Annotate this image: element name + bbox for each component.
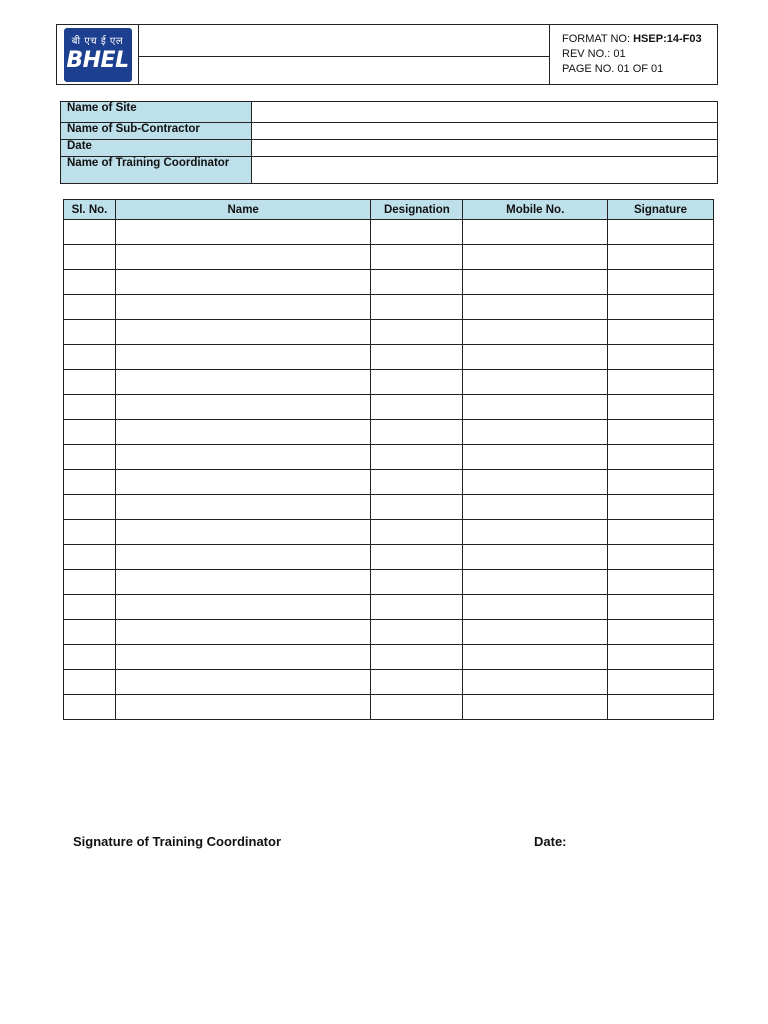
name-cell[interactable] bbox=[115, 620, 370, 645]
info-table bbox=[60, 101, 718, 184]
sl-no-cell[interactable] bbox=[64, 395, 116, 420]
signature-cell[interactable] bbox=[608, 270, 714, 295]
attendance-row bbox=[64, 420, 714, 445]
sl-no-cell[interactable] bbox=[64, 420, 116, 445]
sl-no-cell[interactable] bbox=[64, 570, 116, 595]
mobile-cell[interactable] bbox=[463, 245, 608, 270]
signature-cell[interactable] bbox=[608, 320, 714, 345]
attendance-row bbox=[64, 270, 714, 295]
info-label-site: Name of Site bbox=[61, 102, 252, 123]
mobile-cell[interactable] bbox=[463, 520, 608, 545]
attendance-row bbox=[64, 695, 714, 720]
name-cell[interactable] bbox=[115, 220, 370, 245]
signature-cell[interactable] bbox=[608, 595, 714, 620]
sl-no-cell[interactable] bbox=[64, 520, 116, 545]
attendance-row bbox=[64, 395, 714, 420]
name-cell[interactable] bbox=[115, 320, 370, 345]
name-cell[interactable] bbox=[115, 370, 370, 395]
mobile-cell[interactable] bbox=[463, 370, 608, 395]
sl-no-cell[interactable] bbox=[64, 320, 116, 345]
col-header-sl-no: Sl. No. bbox=[64, 200, 116, 220]
col-header-designation: Designation bbox=[371, 200, 463, 220]
designation-cell[interactable] bbox=[371, 395, 463, 420]
signature-cell[interactable] bbox=[608, 495, 714, 520]
name-cell[interactable] bbox=[115, 570, 370, 595]
page-no: PAGE NO. 01 OF 01 bbox=[562, 63, 664, 75]
info-row bbox=[61, 102, 718, 123]
name-cell[interactable] bbox=[115, 520, 370, 545]
name-cell[interactable] bbox=[115, 645, 370, 670]
info-label-coordinator: Name of Training Coordinator bbox=[61, 157, 252, 184]
rev-no: REV NO.: 01 bbox=[562, 48, 626, 60]
designation-cell[interactable] bbox=[371, 320, 463, 345]
designation-cell[interactable] bbox=[371, 245, 463, 270]
info-row bbox=[61, 157, 718, 184]
info-row bbox=[61, 140, 718, 157]
format-no bbox=[562, 32, 717, 47]
mobile-cell[interactable] bbox=[463, 345, 608, 370]
designation-cell[interactable] bbox=[371, 420, 463, 445]
designation-cell[interactable] bbox=[371, 370, 463, 395]
sl-no-cell[interactable] bbox=[64, 620, 116, 645]
info-label-subcontractor: Name of Sub-Contractor bbox=[61, 123, 252, 140]
mobile-cell[interactable] bbox=[463, 320, 608, 345]
signature-cell[interactable] bbox=[608, 245, 714, 270]
col-header-name: Name bbox=[115, 200, 370, 220]
mobile-cell[interactable] bbox=[463, 570, 608, 595]
mobile-cell[interactable] bbox=[463, 445, 608, 470]
signature-cell[interactable] bbox=[608, 620, 714, 645]
attendance-row bbox=[64, 645, 714, 670]
bhel-logo bbox=[64, 28, 132, 82]
designation-cell[interactable] bbox=[371, 695, 463, 720]
name-cell[interactable] bbox=[115, 445, 370, 470]
attendance-row bbox=[64, 445, 714, 470]
sl-no-cell[interactable] bbox=[64, 695, 116, 720]
info-label-date: Date bbox=[61, 140, 252, 157]
site-name-field[interactable] bbox=[252, 102, 718, 123]
name-cell[interactable] bbox=[115, 395, 370, 420]
signature-cell[interactable] bbox=[608, 545, 714, 570]
attendance-row bbox=[64, 545, 714, 570]
mobile-cell[interactable] bbox=[463, 395, 608, 420]
header-title-line-2 bbox=[139, 57, 550, 85]
attendance-row bbox=[64, 370, 714, 395]
attendance-header-row bbox=[64, 200, 714, 220]
sl-no-cell[interactable] bbox=[64, 245, 116, 270]
name-cell[interactable] bbox=[115, 545, 370, 570]
form-header bbox=[56, 24, 718, 85]
sl-no-cell[interactable] bbox=[64, 445, 116, 470]
attendance-body bbox=[64, 220, 714, 720]
attendance-row bbox=[64, 495, 714, 520]
signature-cell[interactable] bbox=[608, 395, 714, 420]
attendance-row bbox=[64, 670, 714, 695]
signature-cell[interactable] bbox=[608, 670, 714, 695]
mobile-cell[interactable] bbox=[463, 470, 608, 495]
mobile-cell[interactable] bbox=[463, 620, 608, 645]
coordinator-signature-label: Signature of Training Coordinator bbox=[73, 834, 281, 849]
mobile-cell[interactable] bbox=[463, 270, 608, 295]
designation-cell[interactable] bbox=[371, 495, 463, 520]
logo-hindi-text: बी एच ई एल bbox=[71, 35, 124, 47]
signature-cell[interactable] bbox=[608, 345, 714, 370]
sl-no-cell[interactable] bbox=[64, 470, 116, 495]
name-cell[interactable] bbox=[115, 345, 370, 370]
attendance-row bbox=[64, 295, 714, 320]
designation-cell[interactable] bbox=[371, 445, 463, 470]
designation-cell[interactable] bbox=[371, 670, 463, 695]
mobile-cell[interactable] bbox=[463, 645, 608, 670]
attendance-row bbox=[64, 245, 714, 270]
format-info bbox=[550, 25, 718, 85]
footer-date-label: Date: bbox=[534, 834, 567, 849]
name-cell[interactable] bbox=[115, 670, 370, 695]
signature-cell[interactable] bbox=[608, 570, 714, 595]
mobile-cell[interactable] bbox=[463, 595, 608, 620]
attendance-row bbox=[64, 220, 714, 245]
name-cell[interactable] bbox=[115, 695, 370, 720]
sl-no-cell[interactable] bbox=[64, 670, 116, 695]
attendance-row bbox=[64, 470, 714, 495]
mobile-cell[interactable] bbox=[463, 670, 608, 695]
signature-cell[interactable] bbox=[608, 295, 714, 320]
designation-cell[interactable] bbox=[371, 345, 463, 370]
designation-cell[interactable] bbox=[371, 570, 463, 595]
name-cell[interactable] bbox=[115, 595, 370, 620]
col-header-mobile: Mobile No. bbox=[463, 200, 608, 220]
mobile-cell[interactable] bbox=[463, 420, 608, 445]
sl-no-cell[interactable] bbox=[64, 345, 116, 370]
designation-cell[interactable] bbox=[371, 270, 463, 295]
sl-no-cell[interactable] bbox=[64, 220, 116, 245]
sl-no-cell[interactable] bbox=[64, 270, 116, 295]
format-no-value: HSEP:14-F03 bbox=[633, 33, 702, 45]
signature-cell[interactable] bbox=[608, 695, 714, 720]
name-cell[interactable] bbox=[115, 295, 370, 320]
coordinator-field[interactable] bbox=[252, 157, 718, 184]
designation-cell[interactable] bbox=[371, 595, 463, 620]
sl-no-cell[interactable] bbox=[64, 295, 116, 320]
sl-no-cell[interactable] bbox=[64, 645, 116, 670]
subcontractor-field[interactable] bbox=[252, 123, 718, 140]
sl-no-cell[interactable] bbox=[64, 495, 116, 520]
designation-cell[interactable] bbox=[371, 645, 463, 670]
logo-cell bbox=[57, 25, 139, 85]
attendance-row bbox=[64, 570, 714, 595]
sl-no-cell[interactable] bbox=[64, 545, 116, 570]
name-cell[interactable] bbox=[115, 270, 370, 295]
attendance-row bbox=[64, 595, 714, 620]
attendance-row bbox=[64, 520, 714, 545]
name-cell[interactable] bbox=[115, 420, 370, 445]
mobile-cell[interactable] bbox=[463, 220, 608, 245]
attendance-table bbox=[63, 199, 714, 720]
signature-cell[interactable] bbox=[608, 420, 714, 445]
mobile-cell[interactable] bbox=[463, 495, 608, 520]
designation-cell[interactable] bbox=[371, 220, 463, 245]
designation-cell[interactable] bbox=[371, 620, 463, 645]
signature-cell[interactable] bbox=[608, 220, 714, 245]
name-cell[interactable] bbox=[115, 470, 370, 495]
name-cell[interactable] bbox=[115, 495, 370, 520]
sl-no-cell[interactable] bbox=[64, 595, 116, 620]
designation-cell[interactable] bbox=[371, 295, 463, 320]
signature-cell[interactable] bbox=[608, 370, 714, 395]
format-no-label: FORMAT NO: bbox=[562, 33, 631, 45]
info-row bbox=[61, 123, 718, 140]
designation-cell[interactable] bbox=[371, 520, 463, 545]
signature-cell[interactable] bbox=[608, 520, 714, 545]
signature-cell[interactable] bbox=[608, 470, 714, 495]
designation-cell[interactable] bbox=[371, 545, 463, 570]
sl-no-cell[interactable] bbox=[64, 370, 116, 395]
mobile-cell[interactable] bbox=[463, 295, 608, 320]
name-cell[interactable] bbox=[115, 245, 370, 270]
attendance-row bbox=[64, 320, 714, 345]
signature-cell[interactable] bbox=[608, 445, 714, 470]
signature-cell[interactable] bbox=[608, 645, 714, 670]
mobile-cell[interactable] bbox=[463, 695, 608, 720]
designation-cell[interactable] bbox=[371, 470, 463, 495]
attendance-row bbox=[64, 345, 714, 370]
logo-main-text: BHEL bbox=[66, 47, 129, 73]
attendance-row bbox=[64, 620, 714, 645]
date-field[interactable] bbox=[252, 140, 718, 157]
header-title-line-1 bbox=[139, 25, 550, 57]
mobile-cell[interactable] bbox=[463, 545, 608, 570]
col-header-signature: Signature bbox=[608, 200, 714, 220]
